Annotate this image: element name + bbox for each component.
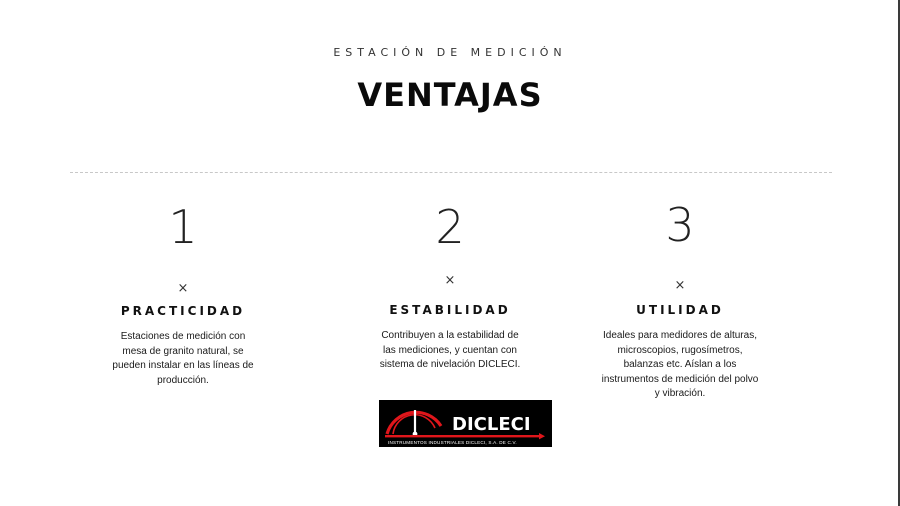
logo-brand-text: DICLECI bbox=[452, 414, 531, 435]
feature-title: PRACTICIDAD bbox=[120, 304, 246, 318]
feature-number: 3 bbox=[665, 198, 695, 252]
dicleci-logo-graphic bbox=[379, 400, 552, 447]
page-title: VENTAJAS bbox=[357, 76, 543, 114]
feature-title: ESTABILIDAD bbox=[389, 303, 511, 317]
cross-icon: × bbox=[674, 278, 686, 293]
feature-number: 1 bbox=[168, 200, 198, 254]
dicleci-logo bbox=[379, 400, 552, 447]
feature-description: Ideales para medidores de alturas, microscopios, rugosímetros, balanzas etc. Aíslan a los instrumentos de medición del polvo y vibración. bbox=[601, 330, 759, 399]
logo-tagline-text: INSTRUMENTOS INDUSTRIALES DICLECI, S.A. DE C.V. bbox=[388, 440, 517, 445]
feature-description: Estaciones de medición con mesa de granito natural, se pueden instalar en las líneas de producción. bbox=[112, 331, 254, 386]
section-eyebrow: ESTACIÓN DE MEDICIÓN bbox=[333, 46, 567, 59]
cross-icon: × bbox=[177, 281, 189, 296]
cross-icon: × bbox=[444, 273, 456, 288]
feature-number: 2 bbox=[435, 200, 465, 254]
section-divider bbox=[70, 172, 832, 173]
feature-description: Contribuyen a la estabilidad de las mediciones, y cuentan con sistema de nivelación DICLECI. bbox=[379, 330, 521, 370]
feature-title: UTILIDAD bbox=[636, 303, 724, 317]
